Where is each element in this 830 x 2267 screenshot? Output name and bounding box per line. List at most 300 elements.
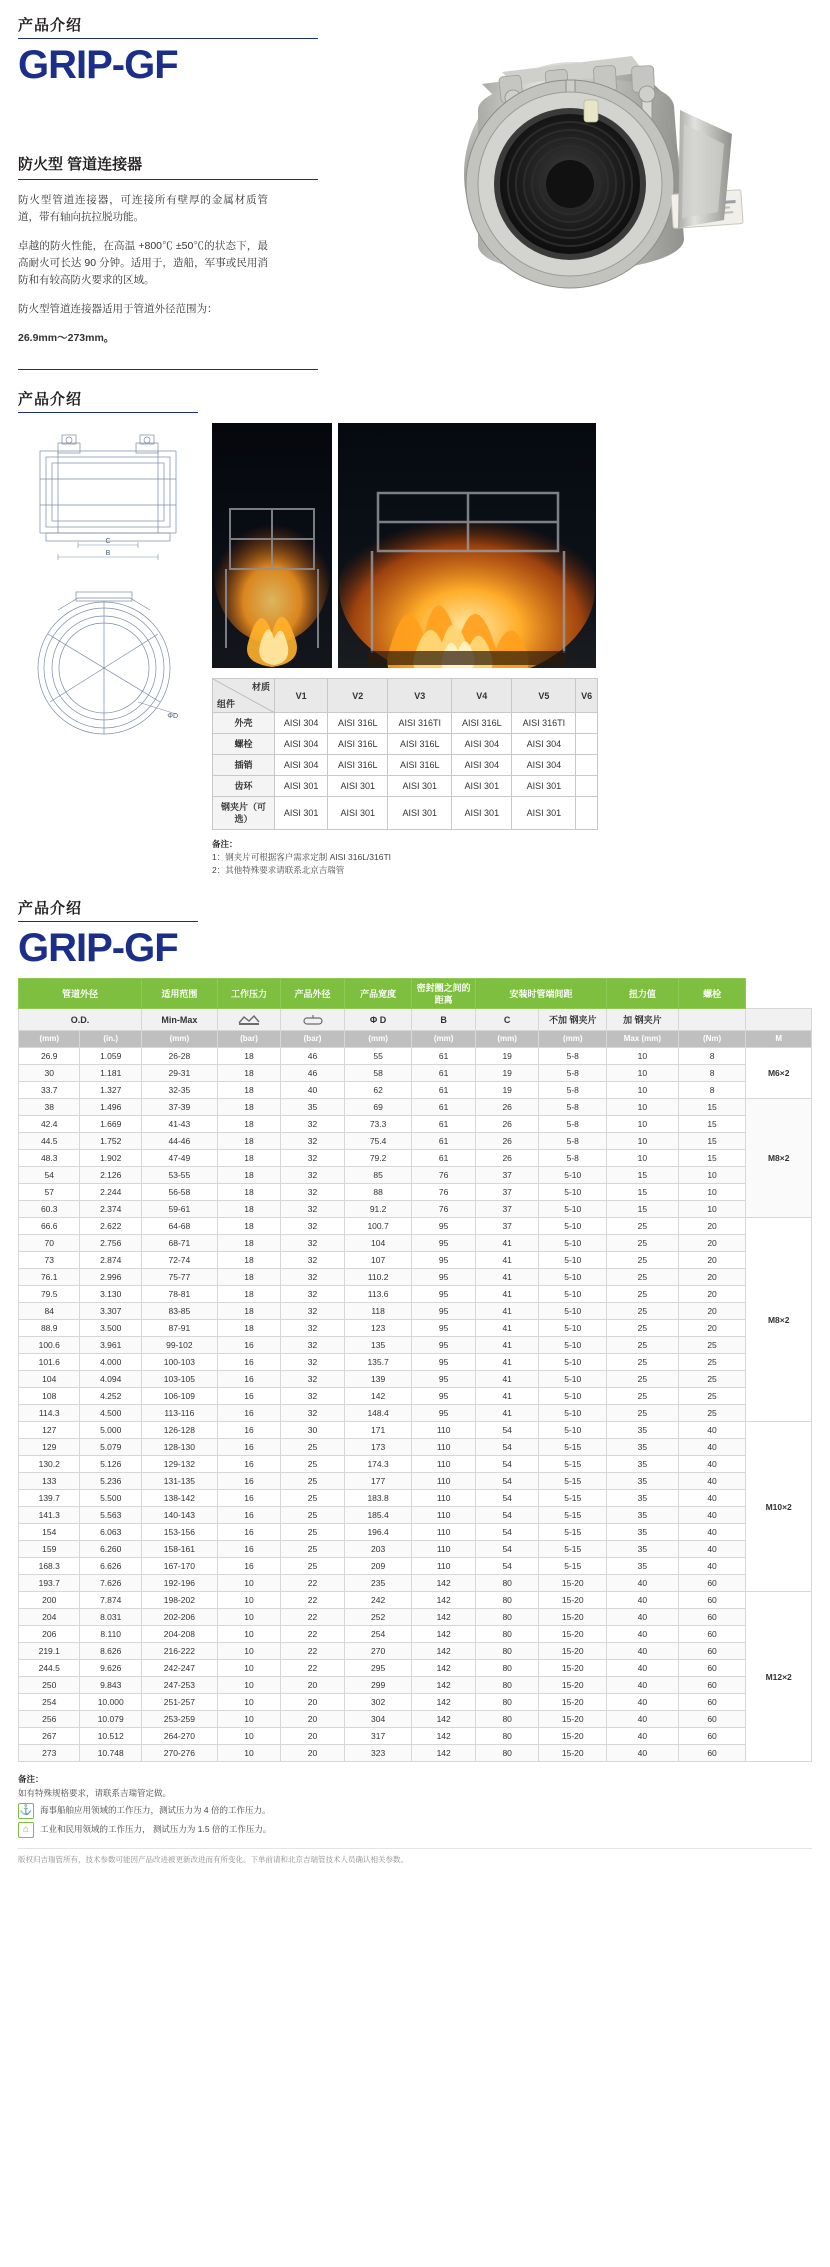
material-note-2: 2：其他特殊要求请联系北京吉瑞管 bbox=[212, 865, 345, 875]
spec-cell: 10 bbox=[217, 1643, 281, 1660]
spec-cell: 56-58 bbox=[141, 1184, 217, 1201]
spec-cell: 32 bbox=[281, 1116, 345, 1133]
spec-cell: 10 bbox=[217, 1728, 281, 1745]
spec-cell: 317 bbox=[344, 1728, 412, 1745]
spec-cell: 1.327 bbox=[80, 1082, 141, 1099]
table-row bbox=[19, 1048, 812, 1065]
spec-cell: 110 bbox=[412, 1507, 476, 1524]
spec-cell: 32 bbox=[281, 1371, 345, 1388]
spec-cell: 110 bbox=[412, 1524, 476, 1541]
material-cell: AISI 301 bbox=[452, 797, 512, 830]
spec-cell: 32 bbox=[281, 1286, 345, 1303]
spec-cell: 40 bbox=[607, 1745, 679, 1762]
spec-cell: 142 bbox=[412, 1677, 476, 1694]
spec-unit-max-mm: Max (mm) bbox=[607, 1031, 679, 1048]
spec-cell: 26 bbox=[475, 1150, 539, 1167]
spec-cell: 5-10 bbox=[539, 1354, 607, 1371]
spec-cell: 252 bbox=[344, 1609, 412, 1626]
footer-mark-text-1: 海事船舶应用领域的工作压力，测试压力为 4 倍的工作压力。 bbox=[40, 1805, 271, 1815]
spec-cell: 40 bbox=[607, 1694, 679, 1711]
spec-cell: 129-132 bbox=[141, 1456, 217, 1473]
spec-cell: 5-10 bbox=[539, 1286, 607, 1303]
spec-cell: 54 bbox=[475, 1524, 539, 1541]
spec-cell: 66.6 bbox=[19, 1218, 80, 1235]
spec-cell: 70 bbox=[19, 1235, 80, 1252]
spec-cell: 25 bbox=[607, 1218, 679, 1235]
spec-cell: 247-253 bbox=[141, 1677, 217, 1694]
spec-unit-bar: (bar) bbox=[217, 1031, 281, 1048]
spec-cell: 83-85 bbox=[141, 1303, 217, 1320]
spec-cell: 80 bbox=[475, 1626, 539, 1643]
material-cell: AISI 316L bbox=[328, 713, 388, 734]
spec-cell: 78-81 bbox=[141, 1286, 217, 1303]
spec-cell: 5-10 bbox=[539, 1371, 607, 1388]
spec-cell: 10 bbox=[217, 1575, 281, 1592]
technical-block bbox=[0, 388, 830, 877]
spec-cell: 95 bbox=[412, 1252, 476, 1269]
spec-cell: 95 bbox=[412, 1405, 476, 1422]
spec-cell: 3.500 bbox=[80, 1320, 141, 1337]
spec-cell: 20 bbox=[281, 1745, 345, 1762]
spec-cell: 25 bbox=[607, 1371, 679, 1388]
footer-mark-row-1 bbox=[18, 1803, 812, 1819]
material-notes-title: 备注： bbox=[212, 839, 238, 849]
spec-cell: 5-8 bbox=[539, 1133, 607, 1150]
spec-cell: 32 bbox=[281, 1235, 345, 1252]
spec-cell: 8 bbox=[678, 1082, 746, 1099]
material-cell: AISI 301 bbox=[275, 797, 328, 830]
material-cell: AISI 316L bbox=[328, 734, 388, 755]
material-col-v5: V5 bbox=[512, 679, 576, 713]
spec-cell: 5-15 bbox=[539, 1558, 607, 1575]
footer-notes bbox=[0, 1772, 830, 1865]
spec-cell: 16 bbox=[217, 1541, 281, 1558]
spec-cell: 1.496 bbox=[80, 1099, 141, 1116]
material-cell: AISI 304 bbox=[452, 755, 512, 776]
spec-cell: 256 bbox=[19, 1711, 80, 1728]
spec-cell: 15 bbox=[678, 1099, 746, 1116]
spec-cell: 25 bbox=[678, 1371, 746, 1388]
spec-cell: 25 bbox=[281, 1524, 345, 1541]
spec-cell: 60 bbox=[678, 1728, 746, 1745]
fire-test-photo-1 bbox=[212, 423, 332, 668]
spec-cell: 19 bbox=[475, 1048, 539, 1065]
spec-cell: 10 bbox=[607, 1116, 679, 1133]
footer-disclaimer: 版权归吉瑞管所有，技术参数可能因产品改进被更新改进而有所变化。下单前请和北京吉瑞管技术人员确认相关参数。 bbox=[18, 1848, 812, 1865]
spec-cell: 20 bbox=[678, 1320, 746, 1337]
divider-1 bbox=[18, 38, 318, 39]
spec-group-width: 产品宽度 bbox=[344, 979, 412, 1009]
spec-cell: 22 bbox=[281, 1575, 345, 1592]
spec-cell: 20 bbox=[678, 1269, 746, 1286]
spec-cell: 15-20 bbox=[539, 1677, 607, 1694]
spec-cell: 41-43 bbox=[141, 1116, 217, 1133]
spec-cell: 91.2 bbox=[344, 1201, 412, 1218]
spec-cell: 5-10 bbox=[539, 1337, 607, 1354]
divider-5 bbox=[18, 921, 198, 922]
spec-cell: 20 bbox=[281, 1728, 345, 1745]
spec-cell: 5-10 bbox=[539, 1252, 607, 1269]
spec-cell: 95 bbox=[412, 1354, 476, 1371]
spec-sub-torque bbox=[678, 1009, 746, 1031]
spec-cell: 9.626 bbox=[80, 1660, 141, 1677]
table-row bbox=[19, 1677, 812, 1694]
spec-cell: 40 bbox=[678, 1558, 746, 1575]
spec-cell: 26-28 bbox=[141, 1048, 217, 1065]
spec-cell: 19 bbox=[475, 1065, 539, 1082]
spec-cell: 20 bbox=[281, 1711, 345, 1728]
spec-cell: 32 bbox=[281, 1184, 345, 1201]
spec-cell: 95 bbox=[412, 1320, 476, 1337]
material-cell: AISI 304 bbox=[275, 713, 328, 734]
material-cell: AISI 316TI bbox=[388, 713, 452, 734]
spec-cell: 20 bbox=[281, 1694, 345, 1711]
spec-cell: 59-61 bbox=[141, 1201, 217, 1218]
spec-cell: 15 bbox=[678, 1116, 746, 1133]
spec-cell: 25 bbox=[607, 1405, 679, 1422]
spec-cell: 254 bbox=[344, 1626, 412, 1643]
spec-cell: 25 bbox=[607, 1269, 679, 1286]
spec-cell: 60 bbox=[678, 1643, 746, 1660]
spec-cell: 60 bbox=[678, 1660, 746, 1677]
spec-cell: 54 bbox=[475, 1456, 539, 1473]
spec-cell: 6.260 bbox=[80, 1541, 141, 1558]
spec-cell: 270-276 bbox=[141, 1745, 217, 1762]
spec-cell: 10 bbox=[217, 1694, 281, 1711]
spec-cell: 88 bbox=[344, 1184, 412, 1201]
spec-cell: 8.031 bbox=[80, 1609, 141, 1626]
material-cell: AISI 316L bbox=[388, 734, 452, 755]
spec-cell: 80 bbox=[475, 1575, 539, 1592]
spec-cell: 15 bbox=[678, 1133, 746, 1150]
spec-cell: 85 bbox=[344, 1167, 412, 1184]
spec-cell: 5-15 bbox=[539, 1507, 607, 1524]
material-cell: AISI 316TI bbox=[512, 713, 576, 734]
spec-cell: 40 bbox=[607, 1728, 679, 1745]
spec-cell: 44.5 bbox=[19, 1133, 80, 1150]
bolt-size-cell: M10×2 bbox=[746, 1422, 812, 1592]
spec-cell: 61 bbox=[412, 1082, 476, 1099]
spec-group-torque: 扭力值 bbox=[607, 979, 679, 1009]
footer-mark-text-2: 工业和民用领域的工作压力， 测试压力为 1.5 倍的工作压力。 bbox=[40, 1824, 272, 1834]
spec-cell: 18 bbox=[217, 1184, 281, 1201]
spec-cell: 168.3 bbox=[19, 1558, 80, 1575]
spec-cell: 113-116 bbox=[141, 1405, 217, 1422]
front-view-drawing bbox=[18, 584, 198, 744]
spec-cell: 73 bbox=[19, 1252, 80, 1269]
material-cell: AISI 304 bbox=[512, 734, 576, 755]
spec-unit-mm-3: (mm) bbox=[344, 1031, 412, 1048]
material-table-corner bbox=[213, 679, 275, 713]
table-row bbox=[19, 1524, 812, 1541]
spec-cell: 295 bbox=[344, 1660, 412, 1677]
spec-cell: 5.563 bbox=[80, 1507, 141, 1524]
spec-cell: 108 bbox=[19, 1388, 80, 1405]
spec-cell: 37 bbox=[475, 1201, 539, 1218]
spec-cell: 40 bbox=[678, 1422, 746, 1439]
spec-cell: 216-222 bbox=[141, 1643, 217, 1660]
spec-cell: 15-20 bbox=[539, 1575, 607, 1592]
spec-cell: 3.130 bbox=[80, 1286, 141, 1303]
spec-cell: 18 bbox=[217, 1082, 281, 1099]
material-col-v6: V6 bbox=[576, 679, 598, 713]
spec-cell: 40 bbox=[607, 1711, 679, 1728]
spec-cell: 25 bbox=[281, 1490, 345, 1507]
divider-2 bbox=[18, 179, 318, 180]
table-row bbox=[213, 734, 598, 755]
spec-cell: 54 bbox=[475, 1439, 539, 1456]
spec-cell: 1.669 bbox=[80, 1116, 141, 1133]
spec-cell: 32 bbox=[281, 1167, 345, 1184]
spec-cell: 80 bbox=[475, 1609, 539, 1626]
table-row bbox=[19, 1065, 812, 1082]
bolt-size-cell: M8×2 bbox=[746, 1218, 812, 1422]
spec-cell: 3.307 bbox=[80, 1303, 141, 1320]
spec-cell: 16 bbox=[217, 1422, 281, 1439]
spec-cell: 84 bbox=[19, 1303, 80, 1320]
spec-cell: 35 bbox=[607, 1439, 679, 1456]
spec-cell: 202-206 bbox=[141, 1609, 217, 1626]
spec-cell: 219.1 bbox=[19, 1643, 80, 1660]
spec-cell: 25 bbox=[607, 1235, 679, 1252]
table-row bbox=[19, 1609, 812, 1626]
table-row bbox=[19, 1439, 812, 1456]
spec-cell: 2.756 bbox=[80, 1235, 141, 1252]
spec-cell: 1.902 bbox=[80, 1150, 141, 1167]
spec-cell: 7.874 bbox=[80, 1592, 141, 1609]
spec-cell: 54 bbox=[19, 1167, 80, 1184]
spec-cell: 80 bbox=[475, 1643, 539, 1660]
spec-cell: 16 bbox=[217, 1388, 281, 1405]
spec-cell: 5-15 bbox=[539, 1541, 607, 1558]
spec-cell: 244.5 bbox=[19, 1660, 80, 1677]
spec-cell: 142 bbox=[412, 1626, 476, 1643]
spec-cell: 18 bbox=[217, 1099, 281, 1116]
spec-cell: 167-170 bbox=[141, 1558, 217, 1575]
table-row bbox=[19, 1490, 812, 1507]
footer-mark-row-2 bbox=[18, 1822, 812, 1838]
spec-cell: 264-270 bbox=[141, 1728, 217, 1745]
spec-cell: 41 bbox=[475, 1354, 539, 1371]
spec-cell: 25 bbox=[607, 1320, 679, 1337]
spec-cell: 10 bbox=[607, 1099, 679, 1116]
spec-cell: 16 bbox=[217, 1371, 281, 1388]
spec-cell: 41 bbox=[475, 1235, 539, 1252]
table-row bbox=[19, 1303, 812, 1320]
spec-cell: 76.1 bbox=[19, 1269, 80, 1286]
spec-cell: 10.000 bbox=[80, 1694, 141, 1711]
spec-cell: 192-196 bbox=[141, 1575, 217, 1592]
spec-cell: 185.4 bbox=[344, 1507, 412, 1524]
intro-range: 26.9mm～273mm。 bbox=[18, 332, 115, 344]
spec-cell: 142 bbox=[412, 1592, 476, 1609]
material-row-label: 钢夹片（可选） bbox=[213, 797, 275, 830]
material-cell: AISI 301 bbox=[388, 797, 452, 830]
material-cell: AISI 301 bbox=[328, 797, 388, 830]
spec-cell: 10 bbox=[678, 1167, 746, 1184]
spec-cell: 44-46 bbox=[141, 1133, 217, 1150]
spec-cell: 5-15 bbox=[539, 1439, 607, 1456]
spec-cell: 18 bbox=[217, 1252, 281, 1269]
spec-cell: 62 bbox=[344, 1082, 412, 1099]
spec-cell: 138-142 bbox=[141, 1490, 217, 1507]
table-row bbox=[19, 1252, 812, 1269]
spec-cell: 54 bbox=[475, 1490, 539, 1507]
spec-cell: 193.7 bbox=[19, 1575, 80, 1592]
spec-group-seal: 密封圈之间的距离 bbox=[412, 979, 476, 1009]
spec-cell: 80 bbox=[475, 1592, 539, 1609]
spec-cell: 25 bbox=[607, 1286, 679, 1303]
spec-cell: 41 bbox=[475, 1252, 539, 1269]
spec-cell: 135 bbox=[344, 1337, 412, 1354]
spec-cell: 32 bbox=[281, 1133, 345, 1150]
table-row bbox=[19, 1354, 812, 1371]
spec-cell: 16 bbox=[217, 1473, 281, 1490]
spec-cell: 177 bbox=[344, 1473, 412, 1490]
footer-notes-title: 备注： bbox=[18, 1774, 44, 1784]
spec-cell: 10 bbox=[217, 1592, 281, 1609]
spec-cell: 25 bbox=[678, 1354, 746, 1371]
spec-cell: 61 bbox=[412, 1150, 476, 1167]
spec-cell: 40 bbox=[678, 1439, 746, 1456]
specification-table bbox=[18, 978, 812, 1762]
spec-cell: 60 bbox=[678, 1575, 746, 1592]
spec-cell: 41 bbox=[475, 1303, 539, 1320]
table-row bbox=[19, 1167, 812, 1184]
material-cell: AISI 316L bbox=[388, 755, 452, 776]
spec-cell: 10 bbox=[607, 1082, 679, 1099]
spec-cell: 135.7 bbox=[344, 1354, 412, 1371]
material-col-v1: V1 bbox=[275, 679, 328, 713]
spec-unit-mm: (mm) bbox=[19, 1031, 80, 1048]
spec-cell: 15-20 bbox=[539, 1660, 607, 1677]
table-row bbox=[19, 1456, 812, 1473]
spec-cell: 18 bbox=[217, 1065, 281, 1082]
spec-cell: 25 bbox=[607, 1252, 679, 1269]
material-row-label: 外壳 bbox=[213, 713, 275, 734]
spec-cell: 18 bbox=[217, 1269, 281, 1286]
spec-cell: 154 bbox=[19, 1524, 80, 1541]
spec-cell: 53-55 bbox=[141, 1167, 217, 1184]
table-row bbox=[19, 1218, 812, 1235]
spec-unit-mm-5: (mm) bbox=[475, 1031, 539, 1048]
spec-sub-minmax: Min-Max bbox=[141, 1009, 217, 1031]
technical-drawings bbox=[18, 423, 198, 877]
spec-cell: 35 bbox=[607, 1456, 679, 1473]
spec-cell: 40 bbox=[607, 1592, 679, 1609]
spec-cell: 5.500 bbox=[80, 1490, 141, 1507]
spec-cell: 22 bbox=[281, 1626, 345, 1643]
spec-cell: 40 bbox=[607, 1626, 679, 1643]
spec-cell: 16 bbox=[217, 1405, 281, 1422]
spec-unit-mm-4: (mm) bbox=[412, 1031, 476, 1048]
spec-cell: 15-20 bbox=[539, 1643, 607, 1660]
spec-sub-od: O.D. bbox=[19, 1009, 142, 1031]
spec-cell: 60 bbox=[678, 1711, 746, 1728]
spec-cell: 16 bbox=[217, 1490, 281, 1507]
spec-cell: 131-135 bbox=[141, 1473, 217, 1490]
spec-cell: 40 bbox=[678, 1541, 746, 1558]
spec-cell: 40 bbox=[678, 1473, 746, 1490]
spec-cell: 61 bbox=[412, 1065, 476, 1082]
spec-cell: 4.500 bbox=[80, 1405, 141, 1422]
material-note-1: 1：钢夹片可根据客户需求定制 AISI 316L/316TI bbox=[212, 852, 392, 862]
material-cell: AISI 316L bbox=[452, 713, 512, 734]
material-cell: AISI 301 bbox=[512, 776, 576, 797]
spec-cell: 76 bbox=[412, 1167, 476, 1184]
spec-cell: 41 bbox=[475, 1388, 539, 1405]
spec-cell: 10 bbox=[217, 1626, 281, 1643]
spec-unit-mm-2: (mm) bbox=[141, 1031, 217, 1048]
spec-cell: 10 bbox=[217, 1745, 281, 1762]
spec-cell: 110 bbox=[412, 1439, 476, 1456]
spec-cell: 126-128 bbox=[141, 1422, 217, 1439]
fire-test-photos bbox=[212, 423, 812, 668]
spec-cell: 79.2 bbox=[344, 1150, 412, 1167]
spec-cell: 26 bbox=[475, 1116, 539, 1133]
spec-cell: 5-10 bbox=[539, 1422, 607, 1439]
spec-cell: 20 bbox=[678, 1286, 746, 1303]
spec-sub-c: C bbox=[475, 1009, 539, 1031]
spec-cell: 104 bbox=[19, 1371, 80, 1388]
spec-unit-m: M bbox=[746, 1031, 812, 1048]
spec-cell: 16 bbox=[217, 1337, 281, 1354]
spec-cell: 16 bbox=[217, 1524, 281, 1541]
spec-cell: 18 bbox=[217, 1116, 281, 1133]
spec-cell: 153-156 bbox=[141, 1524, 217, 1541]
material-cell: AISI 301 bbox=[275, 776, 328, 797]
spec-cell: 5-15 bbox=[539, 1473, 607, 1490]
spec-cell: 32 bbox=[281, 1388, 345, 1405]
table-row bbox=[19, 1694, 812, 1711]
spec-cell: 173 bbox=[344, 1439, 412, 1456]
spec-unit-header-row bbox=[19, 1031, 812, 1048]
spec-cell: 54 bbox=[475, 1507, 539, 1524]
table-row bbox=[19, 1184, 812, 1201]
spec-cell: 25 bbox=[678, 1337, 746, 1354]
spec-cell: 10 bbox=[678, 1201, 746, 1218]
material-cell bbox=[576, 713, 598, 734]
table-row bbox=[19, 1626, 812, 1643]
table-row bbox=[19, 1337, 812, 1354]
spec-cell: 110 bbox=[412, 1490, 476, 1507]
intro-paragraph-1: 防火型管道连接器，可连接所有壁厚的金属材质管道，带有轴向抗拉脱功能。 bbox=[18, 194, 268, 223]
spec-cell: 1.752 bbox=[80, 1133, 141, 1150]
spec-cell: 47-49 bbox=[141, 1150, 217, 1167]
intro-paragraph-2: 卓越的防火性能，在高温 +800℃ ±50℃的状态下，最高耐火可长达 90 分钟。适用于，造船，军事或民用消防和有较高防火要求的区域。 bbox=[18, 240, 268, 286]
spec-cell: 198-202 bbox=[141, 1592, 217, 1609]
spec-cell: 5-8 bbox=[539, 1065, 607, 1082]
spec-cell: 60.3 bbox=[19, 1201, 80, 1218]
material-cell: AISI 301 bbox=[452, 776, 512, 797]
spec-cell: 2.874 bbox=[80, 1252, 141, 1269]
material-cell: AISI 304 bbox=[452, 734, 512, 755]
spec-cell: 35 bbox=[607, 1541, 679, 1558]
spec-cell: 40 bbox=[607, 1575, 679, 1592]
spec-cell: 95 bbox=[412, 1269, 476, 1286]
spec-cell: 35 bbox=[607, 1490, 679, 1507]
table-row bbox=[19, 1541, 812, 1558]
spec-cell: 4.252 bbox=[80, 1388, 141, 1405]
spec-cell: 148.4 bbox=[344, 1405, 412, 1422]
spec-cell: 139 bbox=[344, 1371, 412, 1388]
spec-cell: 1.059 bbox=[80, 1048, 141, 1065]
spec-cell: 41 bbox=[475, 1371, 539, 1388]
table-row bbox=[19, 1643, 812, 1660]
spec-cell: 5-8 bbox=[539, 1150, 607, 1167]
divider-4 bbox=[18, 412, 198, 413]
spec-cell: 15 bbox=[607, 1184, 679, 1201]
